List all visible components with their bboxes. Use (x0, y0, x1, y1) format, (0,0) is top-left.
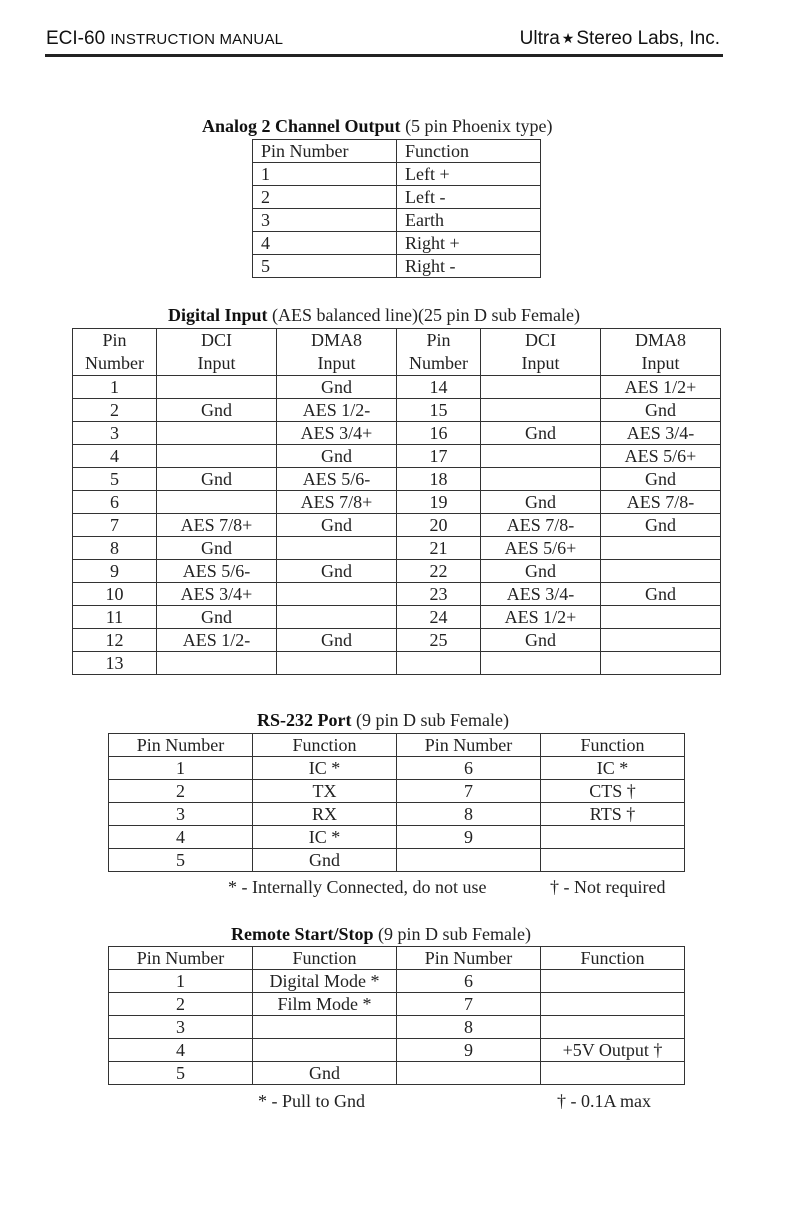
table-cell (481, 376, 601, 399)
table-cell: AES 7/8- (481, 514, 601, 537)
company-part1: Ultra (519, 28, 560, 49)
remote-title (231, 924, 531, 945)
table-cell: Function (541, 734, 685, 757)
remote-table (108, 946, 685, 1085)
table-cell: AES 5/6+ (601, 445, 721, 468)
company-part2: Stereo Labs, Inc. (576, 28, 720, 49)
table-cell: Left - (397, 186, 541, 209)
table-cell: AES 5/6+ (481, 537, 601, 560)
table-cell: Gnd (157, 606, 277, 629)
table-cell: Function (397, 140, 541, 163)
table-row (73, 445, 721, 468)
table-cell: 6 (397, 970, 541, 993)
table-cell (397, 849, 541, 872)
table-cell: Gnd (481, 422, 601, 445)
table-cell: 25 (397, 629, 481, 652)
header-line-2: Number (85, 353, 144, 373)
star-icon: ★ (561, 30, 575, 46)
table-row (109, 849, 685, 872)
table-header-cell (481, 329, 601, 376)
table-cell (277, 537, 397, 560)
table-row (109, 1062, 685, 1085)
table-cell: Gnd (601, 583, 721, 606)
rs232-title (257, 710, 509, 731)
table-row (73, 491, 721, 514)
table-cell: 16 (397, 422, 481, 445)
table-cell (541, 826, 685, 849)
table-cell: 9 (397, 826, 541, 849)
table-cell: 5 (109, 849, 253, 872)
table-row (73, 376, 721, 399)
table-cell: 8 (397, 803, 541, 826)
table-cell: CTS † (541, 780, 685, 803)
table-cell: Pin Number (109, 947, 253, 970)
table-cell: 9 (73, 560, 157, 583)
table-header-cell (157, 329, 277, 376)
table-row (73, 514, 721, 537)
table-row (109, 780, 685, 803)
table-cell: Pin Number (253, 140, 397, 163)
table-cell: Gnd (481, 491, 601, 514)
table-cell (157, 652, 277, 675)
table-cell (481, 445, 601, 468)
remote-note-left: * - Pull to Gnd (258, 1091, 366, 1111)
table-row (109, 803, 685, 826)
table-cell: 6 (73, 491, 157, 514)
table-row (109, 757, 685, 780)
table-cell: 1 (73, 376, 157, 399)
table-cell: Gnd (157, 468, 277, 491)
table-cell (157, 445, 277, 468)
table-cell: 6 (397, 757, 541, 780)
table-cell: Gnd (277, 376, 397, 399)
table-row (253, 255, 541, 278)
table-cell (541, 970, 685, 993)
table-cell (397, 652, 481, 675)
table-cell: 7 (397, 993, 541, 1016)
table-row (109, 826, 685, 849)
table-cell: Gnd (253, 849, 397, 872)
table-cell: 1 (109, 757, 253, 780)
table-cell: Right - (397, 255, 541, 278)
table-cell (253, 1016, 397, 1039)
table-cell (277, 652, 397, 675)
table-cell: Gnd (277, 629, 397, 652)
manual-header (46, 28, 283, 50)
table-cell (481, 399, 601, 422)
table-cell: Right + (397, 232, 541, 255)
table-cell: AES 7/8- (601, 491, 721, 514)
table-row (73, 422, 721, 445)
table-cell (601, 652, 721, 675)
table-cell: Digital Mode * (253, 970, 397, 993)
table-row (73, 583, 721, 606)
table-cell: AES 1/2- (277, 399, 397, 422)
header-line-2: Input (521, 353, 560, 373)
table-cell: 20 (397, 514, 481, 537)
table-cell: 2 (73, 399, 157, 422)
table-header-cell (277, 329, 397, 376)
table-row (73, 468, 721, 491)
table-cell: Pin Number (109, 734, 253, 757)
table-cell: Gnd (157, 537, 277, 560)
table-cell: 18 (397, 468, 481, 491)
rs232-note-right: † - Not required (550, 877, 666, 897)
table-cell: 17 (397, 445, 481, 468)
table-cell: 2 (253, 186, 397, 209)
rs232-title-rest: (9 pin D sub Female) (351, 710, 509, 730)
table-header-row (253, 140, 541, 163)
header-line-1: DCI (525, 330, 556, 350)
table-cell: AES 3/4- (481, 583, 601, 606)
table-cell: 12 (73, 629, 157, 652)
table-cell: Gnd (277, 514, 397, 537)
header-line-2: Number (409, 353, 468, 373)
table-cell (601, 629, 721, 652)
table-cell: Function (541, 947, 685, 970)
table-cell: Function (253, 734, 397, 757)
rs232-note-left: * - Internally Connected, do not use (228, 877, 487, 897)
table-cell (277, 606, 397, 629)
table-header-row (109, 734, 685, 757)
table-row (253, 186, 541, 209)
table-cell: 14 (397, 376, 481, 399)
table-header-row (73, 329, 721, 376)
table-cell: IC * (541, 757, 685, 780)
table-row (109, 1039, 685, 1062)
analog-output-table (252, 139, 541, 278)
table-cell: 19 (397, 491, 481, 514)
company-name (520, 28, 720, 50)
table-row (109, 970, 685, 993)
table-cell (157, 491, 277, 514)
digital-input-title (168, 305, 580, 326)
table-row (253, 232, 541, 255)
table-header-cell (601, 329, 721, 376)
table-cell (601, 606, 721, 629)
table-cell: 11 (73, 606, 157, 629)
header-line-1: Pin (426, 330, 451, 350)
table-header-cell (397, 329, 481, 376)
table-cell: Gnd (601, 468, 721, 491)
table-cell (157, 422, 277, 445)
manual-code: ECI-60 (46, 28, 106, 49)
table-cell: 23 (397, 583, 481, 606)
table-cell (541, 1062, 685, 1085)
header-line-1: DCI (201, 330, 232, 350)
table-cell: IC * (253, 826, 397, 849)
table-row (73, 560, 721, 583)
rs232-title-bold: RS-232 Port (257, 710, 352, 730)
header-line-1: DMA8 (634, 330, 686, 350)
table-cell: AES 7/8+ (157, 514, 277, 537)
table-cell: 9 (397, 1039, 541, 1062)
table-cell: 3 (109, 1016, 253, 1039)
table-row (109, 1016, 685, 1039)
table-row (73, 652, 721, 675)
table-cell: TX (253, 780, 397, 803)
table-cell (157, 376, 277, 399)
table-cell: 2 (109, 780, 253, 803)
table-cell: 4 (73, 445, 157, 468)
table-cell: AES 5/6- (157, 560, 277, 583)
digital-input-title-rest: (AES balanced line)(25 pin D sub Female) (267, 305, 580, 325)
table-cell: AES 1/2- (157, 629, 277, 652)
table-cell: 4 (253, 232, 397, 255)
header-rule (45, 54, 723, 57)
table-cell: 7 (397, 780, 541, 803)
table-cell: 7 (73, 514, 157, 537)
table-cell: Gnd (601, 514, 721, 537)
table-cell: Gnd (601, 399, 721, 422)
table-cell: 4 (109, 1039, 253, 1062)
header-line-1: DMA8 (310, 330, 362, 350)
digital-input-table (72, 328, 721, 675)
table-cell (601, 560, 721, 583)
rs232-table (108, 733, 685, 872)
digital-input-title-bold: Digital Input (168, 305, 268, 325)
table-cell: AES 1/2+ (481, 606, 601, 629)
table-row (73, 399, 721, 422)
table-cell: 5 (73, 468, 157, 491)
table-cell: 1 (109, 970, 253, 993)
table-cell: 4 (109, 826, 253, 849)
table-cell (481, 468, 601, 491)
header-line-2: Input (197, 353, 236, 373)
table-cell: 13 (73, 652, 157, 675)
table-cell: 3 (109, 803, 253, 826)
table-cell: 5 (109, 1062, 253, 1085)
table-cell: Gnd (277, 445, 397, 468)
table-row (73, 606, 721, 629)
table-cell: Pin Number (397, 947, 541, 970)
table-cell (277, 583, 397, 606)
table-cell (541, 1016, 685, 1039)
table-cell: RTS † (541, 803, 685, 826)
table-cell: Film Mode * (253, 993, 397, 1016)
table-cell: Gnd (157, 399, 277, 422)
table-cell: Gnd (253, 1062, 397, 1085)
table-cell (541, 993, 685, 1016)
table-row (109, 993, 685, 1016)
table-cell: 8 (397, 1016, 541, 1039)
table-row (253, 209, 541, 232)
table-cell: Gnd (481, 629, 601, 652)
table-cell: 3 (253, 209, 397, 232)
table-cell: Pin Number (397, 734, 541, 757)
table-cell (397, 1062, 541, 1085)
table-cell: RX (253, 803, 397, 826)
table-cell: 24 (397, 606, 481, 629)
table-header-cell (73, 329, 157, 376)
remote-title-bold: Remote Start/Stop (231, 924, 374, 944)
table-cell (481, 652, 601, 675)
table-cell (601, 537, 721, 560)
table-cell: Function (253, 947, 397, 970)
table-cell: Earth (397, 209, 541, 232)
analog-output-title (202, 116, 553, 137)
table-cell: 5 (253, 255, 397, 278)
header-line-2: Input (317, 353, 356, 373)
table-cell: AES 3/4- (601, 422, 721, 445)
header-line-1: Pin (102, 330, 127, 350)
table-cell: 8 (73, 537, 157, 560)
table-cell: +5V Output † (541, 1039, 685, 1062)
table-cell: Left + (397, 163, 541, 186)
header-line-2: Input (641, 353, 680, 373)
table-row (253, 163, 541, 186)
table-cell: 22 (397, 560, 481, 583)
table-cell: AES 3/4+ (277, 422, 397, 445)
analog-output-title-rest: (5 pin Phoenix type) (400, 116, 553, 136)
manual-title: INSTRUCTION MANUAL (110, 31, 284, 48)
table-cell: AES 5/6- (277, 468, 397, 491)
table-cell: AES 1/2+ (601, 376, 721, 399)
remote-title-rest: (9 pin D sub Female) (373, 924, 531, 944)
remote-note-right: † - 0.1A max (557, 1091, 651, 1111)
table-cell: 15 (397, 399, 481, 422)
table-row (73, 629, 721, 652)
table-cell: 3 (73, 422, 157, 445)
table-cell: 10 (73, 583, 157, 606)
table-header-row (109, 947, 685, 970)
table-cell: 2 (109, 993, 253, 1016)
table-cell: IC * (253, 757, 397, 780)
table-cell: 1 (253, 163, 397, 186)
table-row (73, 537, 721, 560)
table-cell: 21 (397, 537, 481, 560)
table-cell (253, 1039, 397, 1062)
analog-output-title-bold: Analog 2 Channel Output (202, 116, 401, 136)
table-cell (541, 849, 685, 872)
table-cell: AES 7/8+ (277, 491, 397, 514)
table-cell: Gnd (481, 560, 601, 583)
table-cell: Gnd (277, 560, 397, 583)
table-cell: AES 3/4+ (157, 583, 277, 606)
